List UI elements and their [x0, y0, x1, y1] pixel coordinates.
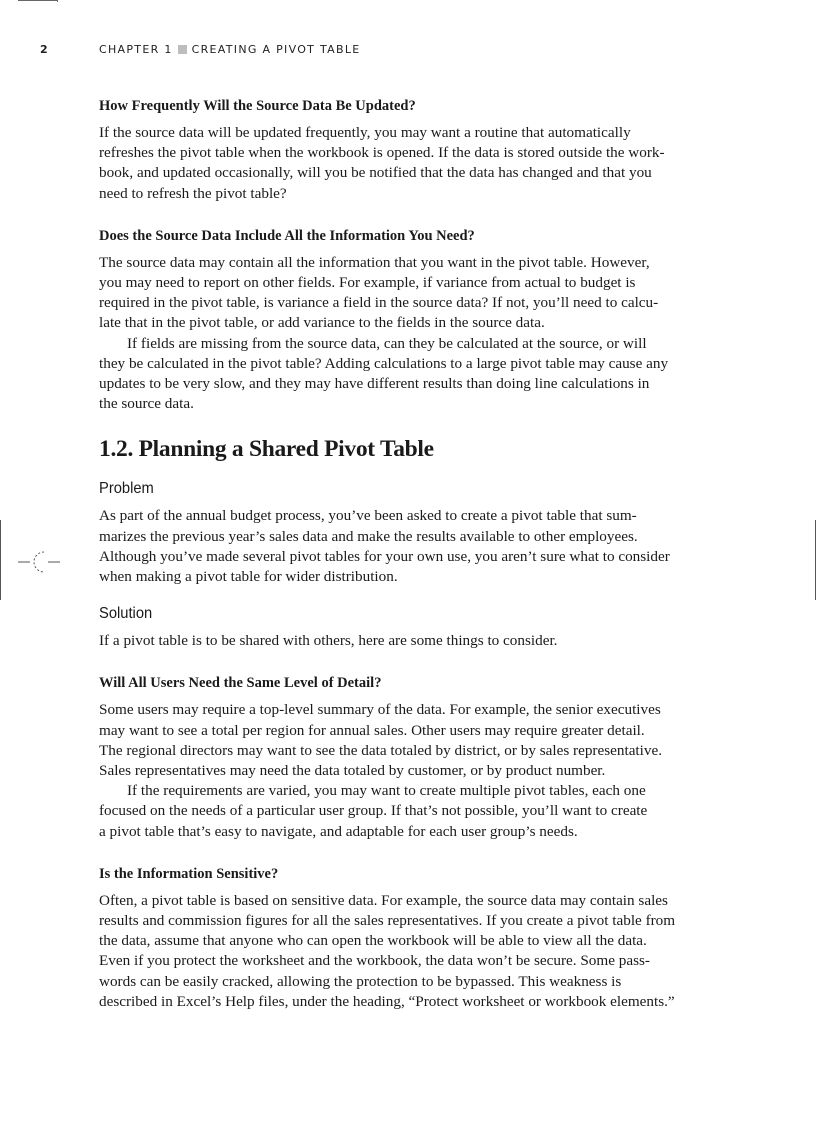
paragraph-level-of-detail: Some users may require a top-level summary of the data. For example, the senior executives may want to see a total per region for annual sales. Other users may require greater detail. The regional directors may want to see the data totaled by district, or by sales representative. Sales representatives may need the data totaled by customer, or by product number.	[99, 701, 663, 780]
problem-paragraph: As part of the annual budget process, you’ve been asked to create a pivot table that sum- marizes the previous year’s sales data and make the results available to other employees. Although you’ve made several pivot tables for your own use, you aren’t sure what to consider when making a pivot table for wider distribution.	[99, 507, 670, 586]
chapter-label	[99, 43, 361, 56]
crop-mark-top	[18, 0, 58, 1]
solution-heading: Solution	[99, 605, 153, 623]
paragraph-missing-fields: If fields are missing from the source data, can they be calculated at the source, or will they be calculated in the pivot table? Adding calculations to a large pivot table may cause any updates to be very slow, and they may have different results than doing line calculations in the source data.	[99, 334, 669, 413]
heading-include-information: Does the Source Data Include All the Information You Need?	[99, 227, 475, 244]
registration-mark-icon	[18, 548, 60, 576]
paragraph-sensitive-information: Often, a pivot table is based on sensitive data. For example, the source data may contain sales results and commission figures for all the sales representatives. If you create a pivot table from the data, assume that anyone who can open the workbook will be able to view all the data. Even if you protect the worksheet and the workbook, the data won’t be secure. Some pass- words can be easily cracked, allowing the protection to be bypassed. This weakness is described in Excel’s Help files, under the heading, “Protect worksheet or workbook elements.”	[99, 891, 676, 1010]
chapter-number: CHAPTER 1	[99, 43, 173, 56]
solution-paragraph: If a pivot table is to be shared with others, here are some things to consider.	[99, 632, 558, 650]
heading-sensitive-information: Is the Information Sensitive?	[99, 865, 279, 882]
page-number: 2	[40, 43, 48, 56]
section-title-shared-pivot: 1.2. Planning a Shared Pivot Table	[99, 436, 434, 463]
paragraph-include-information: The source data may contain all the information that you want in the pivot table. However, you may need to report on other fields. For example, if variance from actual to budget is required in the pivot table, is variance a field in the source data? If not, you’ll need to calcu- late that in the pivot table, or add variance to the fields in the source data.	[99, 253, 659, 332]
heading-update-frequency: How Frequently Will the Source Data Be Updated?	[99, 98, 416, 114]
chapter-title: CREATING A PIVOT TABLE	[191, 43, 361, 56]
page-body	[99, 96, 719, 1012]
crop-mark-left	[0, 520, 1, 600]
crop-mark-top-tick	[57, 0, 58, 2]
heading-level-of-detail: Will All Users Need the Same Level of Detail?	[99, 675, 382, 692]
problem-heading: Problem	[99, 480, 154, 498]
square-bullet-icon	[178, 45, 187, 54]
paragraph-varied-requirements: If the requirements are varied, you may want to create multiple pivot tables, each one focused on the needs of a particular user group. If that’s not possible, you’ll want to create a pivot table that’s easy to navigate, and adaptable for each user group’s needs.	[99, 782, 648, 840]
paragraph-update-frequency: If the source data will be updated frequently, you may want a routine that automatically refreshes the pivot table when the workbook is opened. If the data is stored outside the work- book, and updated occasionally, will you be notified that the data has changed and that you need to refresh the pivot table?	[99, 124, 665, 202]
